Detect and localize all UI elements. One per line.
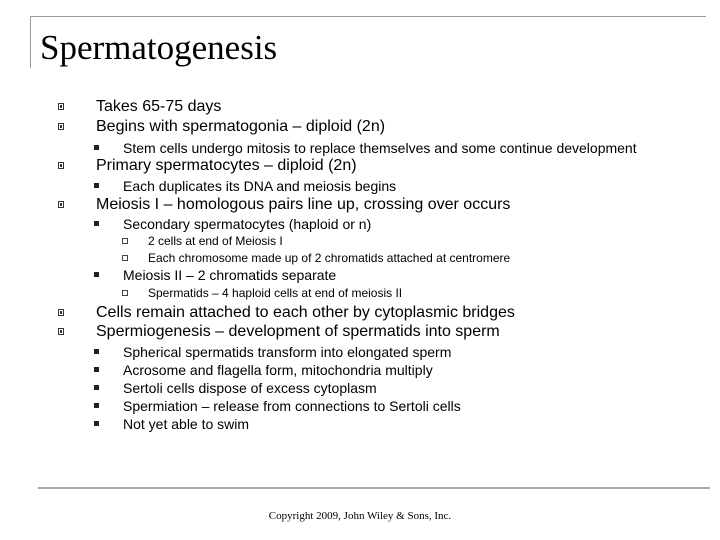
bullet-text: Primary spermatocytes – diploid (2n) — [96, 157, 357, 174]
bullet-text: Acrosome and flagella form, mitochondria multiply — [123, 362, 433, 378]
slide-title: Spermatogenesis — [40, 28, 278, 67]
bullet-item — [0, 303, 720, 323]
filled-square-bullet-icon — [94, 421, 99, 426]
bullet-text: Cells remain attached to each other by cytoplasmic bridges — [96, 304, 515, 321]
sub-bullet-item — [0, 177, 720, 195]
footer-divider — [38, 487, 710, 489]
sub-sub-bullet-item — [0, 233, 720, 249]
sub-bullet-item — [0, 139, 720, 157]
filled-square-bullet-icon — [94, 367, 99, 372]
bullet-text: Spermiation – release from connections to Sertoli cells — [123, 398, 461, 414]
bullet-text: Each duplicates its DNA and meiosis begins — [123, 178, 397, 194]
sub-bullet-item — [0, 379, 720, 397]
sub-bullet-item — [0, 397, 720, 415]
bullet-text: Takes 65-75 days — [96, 98, 222, 115]
bullet-item — [0, 195, 720, 215]
hollow-square-bullet-icon — [122, 238, 128, 244]
sub-sub-bullet-item — [0, 285, 720, 301]
hollow-square-bullet-icon — [122, 290, 128, 296]
bullet-item — [0, 117, 720, 137]
bullet-text: Each chromosome made up of 2 chromatids attached at centromere — [148, 251, 511, 265]
hollow-square-bullet-icon — [58, 201, 64, 208]
bullet-text: Begins with spermatogonia – diploid (2n) — [96, 118, 386, 135]
filled-square-bullet-icon — [94, 403, 99, 408]
filled-square-bullet-icon — [94, 272, 99, 277]
bullet-text: Sertoli cells dispose of excess cytoplasm — [123, 380, 377, 396]
hollow-square-bullet-icon — [58, 162, 64, 169]
sub-bullet-item — [0, 415, 720, 433]
sub-bullet-item — [0, 215, 720, 233]
hollow-square-bullet-icon — [58, 309, 64, 316]
filled-square-bullet-icon — [94, 145, 99, 150]
hollow-square-bullet-icon — [58, 103, 64, 110]
filled-square-bullet-icon — [94, 385, 99, 390]
filled-square-bullet-icon — [94, 221, 99, 226]
hollow-square-bullet-icon — [58, 123, 64, 130]
hollow-square-bullet-icon — [58, 328, 64, 335]
bullet-item — [0, 322, 720, 342]
bullet-item — [0, 156, 720, 176]
left-border-line — [30, 16, 31, 68]
filled-square-bullet-icon — [94, 183, 99, 188]
bullet-text: Secondary spermatocytes (haploid or n) — [123, 216, 372, 232]
bullet-text: Spherical spermatids transform into elongated sperm — [123, 344, 452, 360]
hollow-square-bullet-icon — [122, 255, 128, 261]
bullet-text: Stem cells undergo mitosis to replace themselves and some continue development — [123, 140, 637, 156]
bullet-text: 2 cells at end of Meiosis I — [148, 234, 283, 248]
bullet-text: Meiosis I – homologous pairs line up, crossing over occurs — [96, 196, 511, 213]
bullet-text: Not yet able to swim — [123, 416, 250, 432]
top-border-line — [30, 16, 706, 17]
sub-bullet-item — [0, 361, 720, 379]
filled-square-bullet-icon — [94, 349, 99, 354]
sub-bullet-item — [0, 266, 720, 284]
bullet-item — [0, 97, 720, 117]
bullet-text: Spermiogenesis – development of spermatids into sperm — [96, 323, 500, 340]
bullet-text: Meiosis II – 2 chromatids separate — [123, 267, 337, 283]
sub-sub-bullet-item — [0, 250, 720, 266]
bullet-text: Spermatids – 4 haploid cells at end of meiosis II — [148, 286, 403, 300]
sub-bullet-item — [0, 343, 720, 361]
copyright-footer: Copyright 2009, John Wiley & Sons, Inc. — [268, 510, 452, 522]
